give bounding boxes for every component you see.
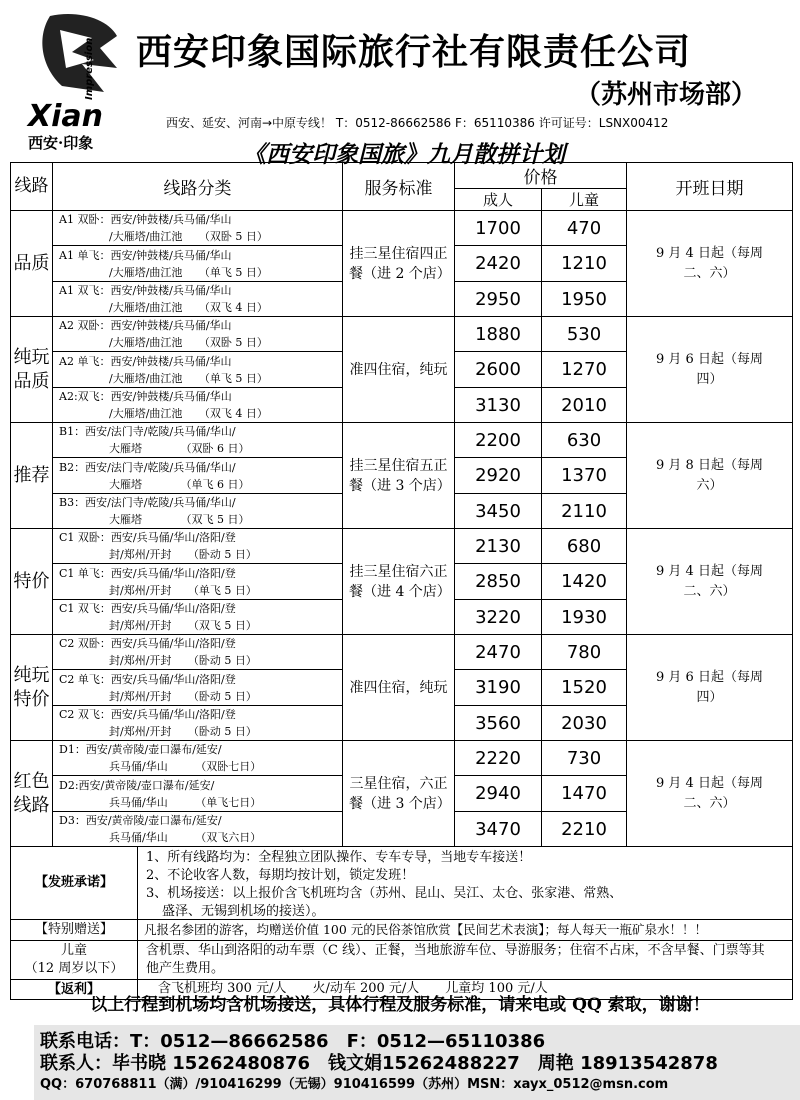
gift-block: [11, 920, 792, 941]
adult-price: 2850: [455, 564, 542, 600]
commitment-label: 【发班承诺】: [11, 847, 138, 919]
logo-sub-text: Impression: [84, 37, 95, 100]
child-price: 1210: [542, 246, 627, 282]
contact-footer: [34, 1025, 800, 1100]
adult-price: 2600: [455, 352, 542, 388]
route-description: [53, 282, 343, 317]
child-price: 1520: [542, 670, 627, 706]
route-line-2: /大雁塔/曲江池 （单飞 5 日）: [109, 265, 268, 279]
route-line-2: 兵马俑/华山 （双飞六日）: [109, 831, 262, 844]
route-description: [53, 423, 343, 458]
header-start: 开班日期: [627, 163, 793, 211]
gift-text: 凡报名参团的游客，均赠送价值 100 元的民俗茶馆欣赏【民间艺术表演】；每人每天一瓶矿泉水！！！: [144, 922, 708, 937]
adult-price: 3190: [455, 670, 542, 706]
contact-qq-msn: QQ：670768811（满）/910416299（无锡）910416599（苏州）MSN：xayx_0512@msn.com: [40, 1077, 669, 1092]
route-row: [11, 741, 793, 776]
route-line-1: B3：西安/法门寺/乾陵/兵马俑/华山/: [59, 496, 236, 509]
child-price: 1470: [542, 776, 627, 812]
route-line-2: /大雁塔/曲江池 （双飞 4 日）: [109, 407, 268, 420]
route-description: [53, 741, 343, 776]
commitment-line-4: 盛泽、无锡到机场的接送）。: [162, 904, 325, 919]
route-line-1: B1：西安/法门寺/乾陵/兵马俑/华山/: [59, 425, 236, 438]
child-price: 730: [542, 741, 627, 776]
plan-title: 《西安印象国旅》九月散拼计划: [243, 142, 565, 168]
child-price: 1930: [542, 600, 627, 635]
child-price: 1270: [542, 352, 627, 388]
logo-cn-text: 西安·印象: [28, 134, 94, 152]
header-child: 儿童: [542, 189, 627, 211]
route-line-1: A2 单飞：西安/钟鼓楼/兵马俑/华山: [59, 354, 232, 368]
route-line-2: 封/郑州/开封 （卧动 5 日）: [109, 548, 257, 561]
schedule-table: [10, 162, 793, 847]
service-standard: 挂三星住宿四正餐（进 2 个店）: [343, 211, 455, 317]
route-description: [53, 670, 343, 706]
adult-price: 2470: [455, 635, 542, 670]
route-line-2: 兵马俑/华山 （单飞七日）: [109, 795, 262, 809]
route-row: [11, 635, 793, 670]
route-line-2: 兵马俑/华山 （双卧七日）: [109, 760, 262, 773]
route-description: [53, 600, 343, 635]
route-description: [53, 246, 343, 282]
adult-price: 3560: [455, 706, 542, 741]
gift-label: 【特别赠送】: [11, 920, 138, 940]
commitment-text: [138, 847, 630, 919]
route-line-2: 封/郑州/开封 （单飞 5 日）: [109, 583, 257, 597]
route-line-2: /大雁塔/曲江池 （双卧 5 日）: [109, 336, 268, 349]
service-standard: 挂三星住宿五正餐（进 3 个店）: [343, 423, 455, 529]
service-standard: 三星住宿，六正餐（进 3 个店）: [343, 741, 455, 847]
route-line-2: 封/郑州/开封 （卧动 5 日）: [109, 725, 257, 738]
header-category: 线路: [11, 163, 53, 211]
bottom-notice: 以上行程到机场均含机场接送，具体行程及服务标准，请来电或 QQ 索取，谢谢！: [90, 995, 710, 1015]
adult-price: 2220: [455, 741, 542, 776]
route-line-2: 大雁塔 （双飞 5 日）: [109, 513, 250, 526]
route-line-1: A1 双飞：西安/钟鼓楼/兵马俑/华山: [59, 284, 232, 297]
route-line-1: A2 双卧：西安/钟鼓楼/兵马俑/华山: [59, 319, 232, 332]
header-price: 价格: [455, 163, 627, 189]
contact-persons: 联系人：毕书晓 15262480876 钱文娟15262488227 周艳 18913542878: [40, 1053, 718, 1074]
header-adult: 成人: [455, 189, 542, 211]
adult-price: 1700: [455, 211, 542, 246]
route-line-1: C1 双卧：西安/兵马俑/华山/洛阳/登: [59, 531, 236, 544]
start-date: 9 月 6 日起（每周四）: [627, 317, 793, 423]
logo-title-text: Xian: [28, 99, 104, 134]
start-date: 9 月 6 日起（每周四）: [627, 635, 793, 741]
route-description: [53, 529, 343, 564]
child-price: 2030: [542, 706, 627, 741]
route-category: 纯玩特价: [11, 635, 53, 741]
route-line-1: C1 单飞：西安/兵马俑/华山/洛阳/登: [59, 566, 236, 580]
adult-price: 2130: [455, 529, 542, 564]
child-block: [11, 941, 792, 980]
child-price: 2210: [542, 812, 627, 847]
route-line-1: A2:双飞：西安/钟鼓楼/兵马俑/华山: [59, 390, 232, 403]
start-date: 9 月 4 日起（每周二、六）: [627, 211, 793, 317]
adult-price: 2920: [455, 458, 542, 494]
route-line-2: 大雁塔 （单飞 6 日）: [109, 477, 250, 491]
route-line-1: D2:西安/黄帝陵/壶口瀑布/延安/: [59, 778, 215, 792]
route-line-1: C2 单飞：西安/兵马俑/华山/洛阳/登: [59, 672, 236, 686]
route-description: [53, 635, 343, 670]
route-description: [53, 706, 343, 741]
adult-price: 3450: [455, 494, 542, 529]
route-row: [11, 211, 793, 246]
adult-price: 3470: [455, 812, 542, 847]
route-line-2: /大雁塔/曲江池 （双飞 4 日）: [109, 301, 268, 314]
contact-line: 西安、延安、河南→中原专线！ T：0512-86662586 F：65110386 许可证号：LSNX00412: [166, 116, 669, 130]
adult-price: 3220: [455, 600, 542, 635]
child-label-cell: [11, 941, 138, 979]
header-route: 线路分类: [53, 163, 343, 211]
route-line-2: 封/郑州/开封 （双飞 5 日）: [109, 619, 257, 632]
service-standard: 准四住宿，纯玩: [343, 317, 455, 423]
rebate-label: 【返利】: [11, 980, 138, 999]
child-price: 780: [542, 635, 627, 670]
child-price: 2010: [542, 388, 627, 423]
route-description: [53, 352, 343, 388]
adult-price: 2200: [455, 423, 542, 458]
schedule-body: [11, 211, 793, 847]
child-price: 470: [542, 211, 627, 246]
start-date: 9 月 4 日起（每周二、六）: [627, 529, 793, 635]
child-price: 1370: [542, 458, 627, 494]
route-line-1: D1：西安/黄帝陵/壶口瀑布/延安/: [59, 743, 222, 756]
route-line-2: 封/郑州/开封 （卧动 5 日）: [109, 654, 257, 667]
route-line-2: 封/郑州/开封 （卧动 5 日）: [109, 689, 257, 703]
notes-section: [10, 847, 793, 1000]
route-line-1: D3：西安/黄帝陵/壶口瀑布/延安/: [59, 814, 222, 827]
header: [0, 0, 800, 168]
route-line-2: /大雁塔/曲江池 （单飞 5 日）: [109, 371, 268, 385]
route-row: [11, 529, 793, 564]
adult-price: 2940: [455, 776, 542, 812]
child-price: 1420: [542, 564, 627, 600]
adult-price: 2950: [455, 282, 542, 317]
route-category: 特价: [11, 529, 53, 635]
commitment-line-1: 1、所有线路均为：全程独立团队操作、专车专导，当地专车接送！: [146, 850, 532, 865]
route-row: [11, 317, 793, 352]
company-name: 西安印象国际旅行社有限责任公司: [136, 32, 692, 73]
rebate-text: 含飞机班均 300 元/人 火/动车 200 元/人 儿童均 100 元/人: [158, 981, 548, 996]
commitment-block: [11, 847, 792, 920]
adult-price: 3130: [455, 388, 542, 423]
child-text: 含机票、华山到洛阳的动车票（C 线）、正餐，当地旅游车位、导游服务；住宿不占床，不含早餐、门票等其他产生费用。: [146, 943, 765, 976]
route-category: 红色线路: [11, 741, 53, 847]
child-price: 680: [542, 529, 627, 564]
xian-impression-logo: [22, 8, 132, 153]
route-description: [53, 776, 343, 812]
route-line-2: /大雁塔/曲江池 （双卧 5 日）: [109, 230, 268, 243]
branch-name: （苏州市场部）: [575, 80, 758, 110]
route-description: [53, 317, 343, 352]
route-line-1: C2 双飞：西安/兵马俑/华山/洛阳/登: [59, 708, 236, 721]
route-line-1: C1 双飞：西安/兵马俑/华山/洛阳/登: [59, 602, 236, 615]
route-row: [11, 423, 793, 458]
route-description: [53, 812, 343, 847]
child-price: 630: [542, 423, 627, 458]
route-description: [53, 388, 343, 423]
adult-price: 1880: [455, 317, 542, 352]
commitment-line-3: 3、机场接送：以上报价含飞机班均含（苏州、昆山、吴江、太仓、张家港、常熟、: [146, 886, 623, 901]
service-standard: 挂三星住宿六正餐（进 4 个店）: [343, 529, 455, 635]
child-price: 530: [542, 317, 627, 352]
route-category: 品质: [11, 211, 53, 317]
route-description: [53, 211, 343, 246]
commitment-line-2: 2、不论收客人数，每期均按计划，锁定发班！: [146, 868, 415, 883]
service-standard: 准四住宿，纯玩: [343, 635, 455, 741]
contact-phone: 联系电话：T：0512—86662586 F：0512—65110386: [40, 1031, 546, 1052]
start-date: 9 月 8 日起（每周六）: [627, 423, 793, 529]
start-date: 9 月 4 日起（每周二、六）: [627, 741, 793, 847]
route-description: [53, 494, 343, 529]
route-category: 纯玩品质: [11, 317, 53, 423]
child-label: 儿童: [60, 943, 87, 958]
route-description: [53, 458, 343, 494]
route-line-1: A1 双卧：西安/钟鼓楼/兵马俑/华山: [59, 213, 232, 226]
header-service: 服务标准: [343, 163, 455, 211]
route-description: [53, 564, 343, 600]
route-line-1: C2 双卧：西安/兵马俑/华山/洛阳/登: [59, 637, 236, 650]
route-line-1: A1 单飞：西安/钟鼓楼/兵马俑/华山: [59, 248, 232, 262]
route-line-2: 大雁塔 （双卧 6 日）: [109, 442, 250, 455]
child-age: （12 周岁以下）: [24, 961, 124, 976]
adult-price: 2420: [455, 246, 542, 282]
route-line-1: B2：西安/法门寺/乾陵/兵马俑/华山/: [59, 460, 236, 474]
child-price: 2110: [542, 494, 627, 529]
route-category: 推荐: [11, 423, 53, 529]
child-price: 1950: [542, 282, 627, 317]
